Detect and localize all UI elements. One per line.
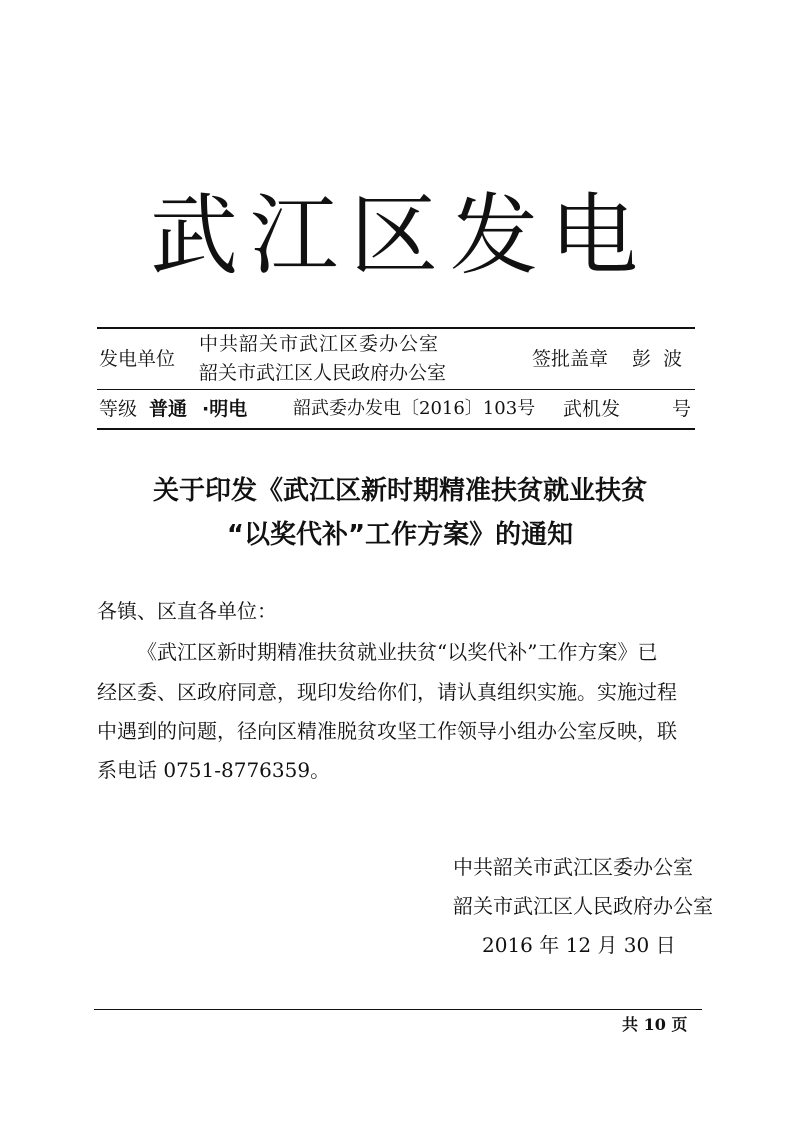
document-masthead: 武江区发电 (149, 184, 650, 287)
body-line-1: 《武江区新时期精准扶贫就业扶贫“以奖代补”工作方案》已 (137, 640, 658, 664)
grade-value: 普通 (149, 398, 188, 420)
receiving-label: 武机发 (563, 398, 621, 420)
salutation: 各镇、区直各单位： (97, 599, 277, 623)
sender-line-1: 中共韶关市武江区委办公室 (199, 333, 440, 355)
document-number: 韶武委办发电〔2016〕103号 (293, 398, 536, 419)
sign-label: 签批盖章 (532, 348, 609, 370)
footer-rule (94, 1009, 702, 1010)
signature-org-1: 中共韶关市武江区委办公室 (453, 855, 693, 879)
notice-title-line-1: 关于印发《武江区新时期精准扶贫就业扶贫 (152, 476, 647, 506)
grade-label: 等级 (99, 398, 138, 420)
signature-date: 2016 年 12 月 30 日 (482, 933, 676, 957)
page-count: 共 10 页 (622, 1015, 688, 1034)
receiving-suffix: 号 (672, 398, 692, 420)
sender-line-2: 韶关市武江区人民政府办公室 (199, 362, 447, 384)
body-line-2: 经区委、区政府同意，现印发给你们，请认真组织实施。实施过程 (97, 680, 677, 704)
signature-org-2: 韶关市武江区人民政府办公室 (453, 894, 713, 918)
body-line-3: 中遇到的问题，径向区精准脱贫攻坚工作领导小组办公室反映，联 (97, 719, 677, 743)
notice-title-line-2: “以奖代补”工作方案》的通知 (226, 520, 574, 550)
signer-name: 彭 波 (632, 348, 683, 370)
header-top-rule (97, 327, 695, 329)
header-middle-rule (97, 389, 695, 390)
grade-type: ·明电 (202, 398, 248, 420)
sender-label: 发电单位 (99, 348, 176, 370)
header-bottom-rule (97, 428, 695, 430)
body-line-4: 系电话 0751-8776359。 (97, 758, 331, 782)
